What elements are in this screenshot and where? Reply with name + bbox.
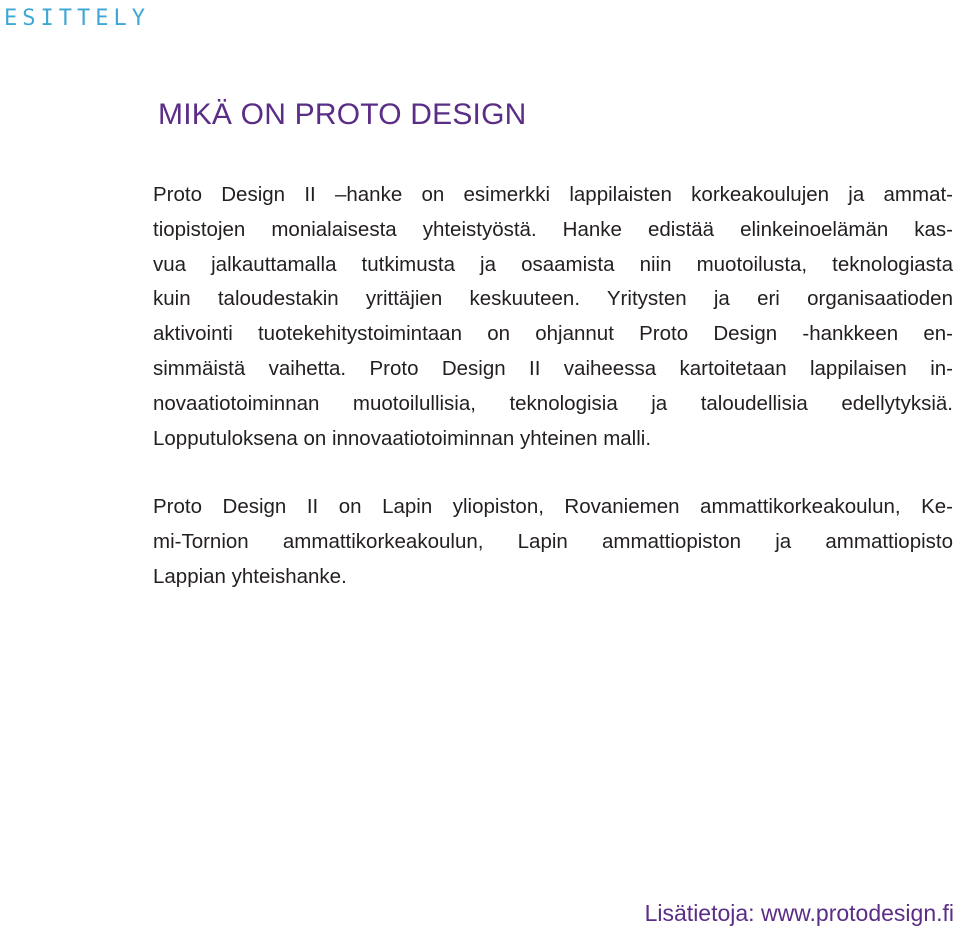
section-label: ESITTELY: [4, 6, 150, 31]
article-body: [153, 178, 953, 595]
text-line: Lopputuloksena on innovaatiotoiminnan yhteinen malli.: [153, 426, 652, 450]
text-line: mi-Tornion ammattikorkeakoulun, Lapin ammattiopiston ja ammattiopisto: [153, 530, 953, 554]
text-line: Lappian yhteishanke.: [153, 564, 347, 588]
more-info-link[interactable]: Lisätietoja: www.protodesign.fi: [644, 900, 954, 926]
page-title: MIKÄ ON PROTO DESIGN: [158, 98, 527, 131]
text-line: aktivointi tuotekehitystoimintaan on ohjannut Proto Design -hankkeen en-: [153, 322, 953, 346]
text-line: kuin taloudestakin yrittäjien keskuuteen. Yritysten ja eri organisaatioden: [153, 287, 953, 311]
paragraph-intro: [153, 178, 953, 456]
text-line: Proto Design II –hanke on esimerkki lappilaisten korkeakoulujen ja ammat-: [153, 183, 953, 206]
text-line: novaatiotoiminnan muotoilullisia, teknologisia ja taloudellisia edellytyksiä.: [153, 391, 953, 415]
paragraph-partners: [153, 490, 953, 594]
text-line: Proto Design II on Lapin yliopiston, Rovaniemen ammattikorkeakoulun, Ke-: [153, 495, 953, 519]
text-line: simmäistä vaihetta. Proto Design II vaiheessa kartoitetaan lappilaisen in-: [153, 356, 953, 380]
text-line: vua jalkauttamalla tutkimusta ja osaamista niin muotoilusta, teknologiasta: [153, 252, 953, 276]
text-line: tiopistojen monialaisesta yhteistyöstä. Hanke edistää elinkeinoelämän kas-: [153, 217, 953, 241]
